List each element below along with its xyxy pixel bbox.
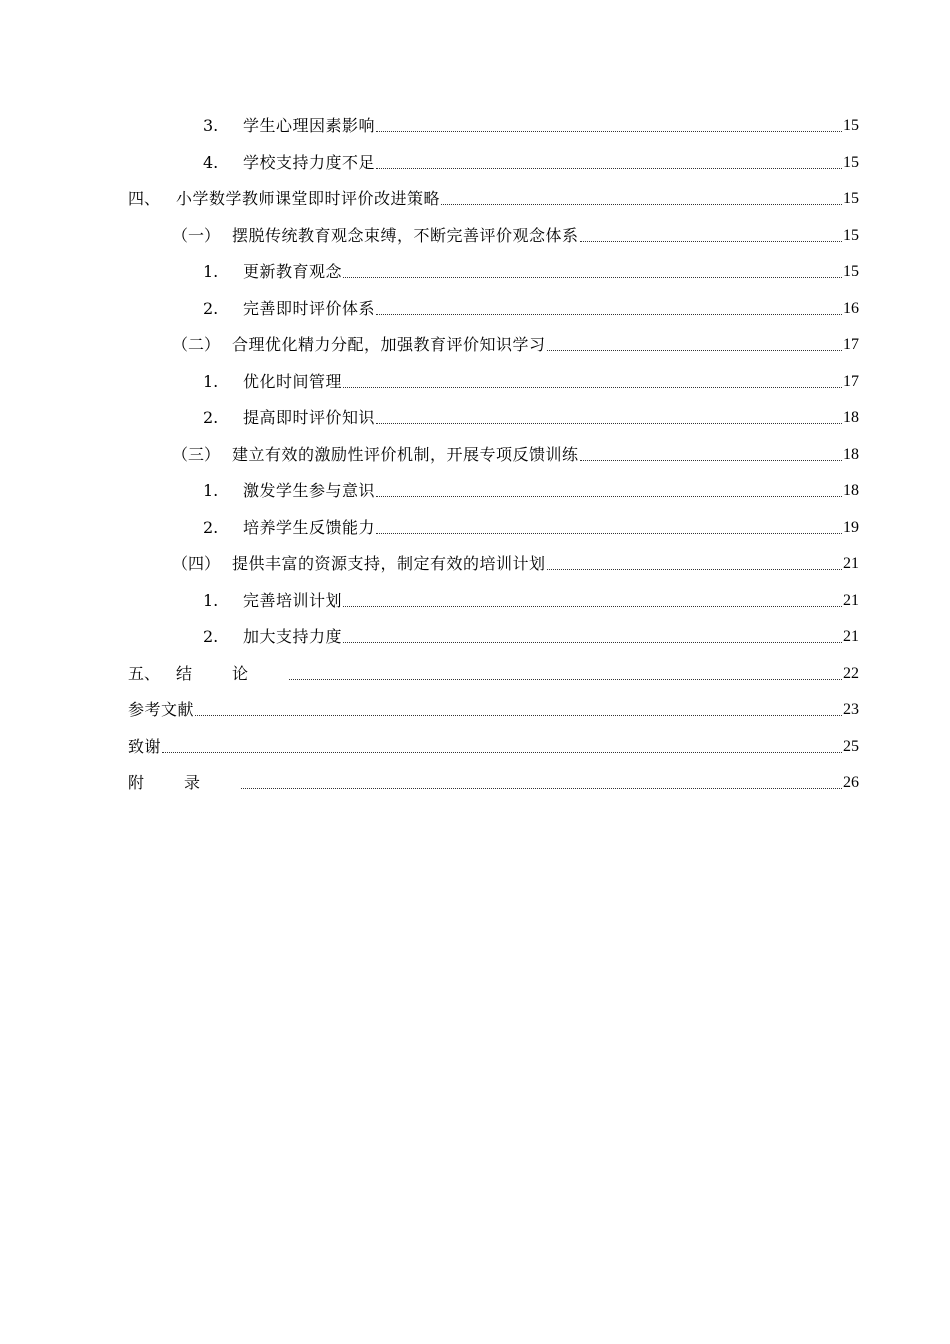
toc-entry[interactable]: [0, 181, 950, 218]
toc-entry[interactable]: [0, 546, 950, 583]
toc-entry-title: 致谢: [128, 736, 162, 756]
toc-entry-title: 完善培训计划: [243, 590, 343, 610]
toc-entry[interactable]: [0, 254, 950, 291]
toc-entry-page: 21: [843, 591, 859, 609]
toc-entry-page: 17: [843, 372, 859, 390]
toc-entry-title: 完善即时评价体系: [243, 298, 376, 318]
toc-entry[interactable]: [0, 108, 950, 145]
toc-entry-title: 优化时间管理: [243, 371, 343, 391]
toc-entry-title: 学校支持力度不足: [243, 152, 376, 172]
toc-entry-number: （二）: [172, 335, 221, 354]
dot-leader: [376, 423, 842, 424]
toc-entry-title: 附录: [128, 773, 241, 792]
toc-entry[interactable]: [0, 291, 950, 328]
toc-entry[interactable]: [0, 473, 950, 510]
toc-entry-number: 四、: [128, 189, 161, 208]
toc-entry-number: 4.: [203, 152, 219, 172]
toc-entry-page: 18: [843, 409, 859, 426]
toc-entry[interactable]: [0, 583, 950, 620]
dot-leader: [376, 131, 842, 132]
toc-entry[interactable]: [0, 400, 950, 437]
dot-leader: [343, 387, 842, 388]
toc-entry-page: 22: [843, 664, 859, 682]
toc-entry-page: 15: [843, 190, 859, 207]
toc-entry-title: 摆脱传统教育观念束缚，不断完善评价观念体系: [232, 225, 579, 245]
toc-entry[interactable]: [0, 656, 950, 693]
table-of-contents: [0, 108, 950, 802]
dot-leader: [162, 752, 842, 753]
toc-entry-number: 1.: [203, 262, 219, 281]
toc-entry-page: 16: [843, 299, 859, 317]
toc-entry-page: 21: [843, 555, 859, 572]
toc-entry-title: 合理优化精力分配，加强教育评价知识学习: [232, 335, 546, 354]
toc-entry-number: 2.: [203, 408, 219, 427]
dot-leader: [376, 314, 842, 315]
toc-entry-number: 1.: [203, 481, 219, 500]
toc-entry-page: 15: [843, 153, 859, 171]
toc-entry[interactable]: [0, 692, 950, 729]
dot-leader: [580, 241, 842, 242]
toc-entry-title: 提供丰富的资源支持，制定有效的培训计划: [232, 554, 546, 573]
toc-entry[interactable]: [0, 729, 950, 766]
dot-leader: [343, 606, 842, 607]
toc-entry[interactable]: [0, 145, 950, 182]
dot-leader: [289, 679, 842, 680]
dot-leader: [376, 496, 842, 497]
toc-entry-page: 18: [843, 482, 859, 499]
toc-entry-page: 23: [843, 701, 859, 718]
toc-entry-title: 加大支持力度: [243, 627, 343, 646]
dot-leader: [195, 715, 842, 716]
toc-entry-title: 激发学生参与意识: [243, 481, 376, 500]
toc-entry[interactable]: [0, 437, 950, 474]
dot-leader: [376, 533, 842, 534]
toc-entry[interactable]: [0, 218, 950, 255]
toc-entry-number: 五、: [128, 663, 161, 683]
toc-entry[interactable]: [0, 364, 950, 401]
toc-entry-number: 1.: [203, 590, 219, 610]
toc-entry-title: 提高即时评价知识: [243, 408, 376, 427]
dot-leader: [376, 168, 842, 169]
toc-entry-page: 15: [843, 263, 859, 280]
dot-leader: [580, 460, 842, 461]
toc-entry-title: 更新教育观念: [243, 262, 343, 281]
toc-entry-page: 15: [843, 117, 859, 134]
toc-entry-page: 17: [843, 336, 859, 353]
toc-entry-number: 1.: [203, 371, 219, 391]
toc-entry-number: （三）: [172, 444, 221, 464]
toc-entry[interactable]: [0, 327, 950, 364]
toc-entry-page: 21: [843, 628, 859, 645]
toc-entry-page: 25: [843, 737, 859, 755]
toc-entry-page: 18: [843, 445, 859, 463]
toc-entry-title: 参考文献: [128, 700, 195, 719]
toc-entry-title: 学生心理因素影响: [243, 116, 376, 135]
toc-entry-page: 15: [843, 226, 859, 244]
toc-entry-page: 19: [843, 518, 859, 536]
toc-entry-title: 建立有效的激励性评价机制，开展专项反馈训练: [232, 444, 579, 464]
toc-entry-title: 培养学生反馈能力: [243, 517, 376, 537]
toc-entry[interactable]: [0, 510, 950, 547]
toc-entry-title: 小学数学教师课堂即时评价改进策略: [176, 189, 441, 208]
dot-leader: [547, 350, 842, 351]
toc-entry-number: 2.: [203, 298, 219, 318]
dot-leader: [343, 277, 842, 278]
dot-leader: [241, 788, 842, 789]
toc-entry[interactable]: [0, 765, 950, 802]
dot-leader: [441, 204, 842, 205]
toc-entry[interactable]: [0, 619, 950, 656]
dot-leader: [547, 569, 842, 570]
toc-entry-number: 2.: [203, 627, 219, 646]
toc-entry-number: （一）: [172, 225, 221, 245]
toc-entry-title: 结论: [176, 663, 289, 683]
toc-entry-page: 26: [843, 774, 859, 791]
toc-entry-number: 2.: [203, 517, 219, 537]
dot-leader: [343, 642, 842, 643]
toc-entry-number: 3.: [203, 116, 219, 135]
toc-entry-number: （四）: [172, 554, 221, 573]
